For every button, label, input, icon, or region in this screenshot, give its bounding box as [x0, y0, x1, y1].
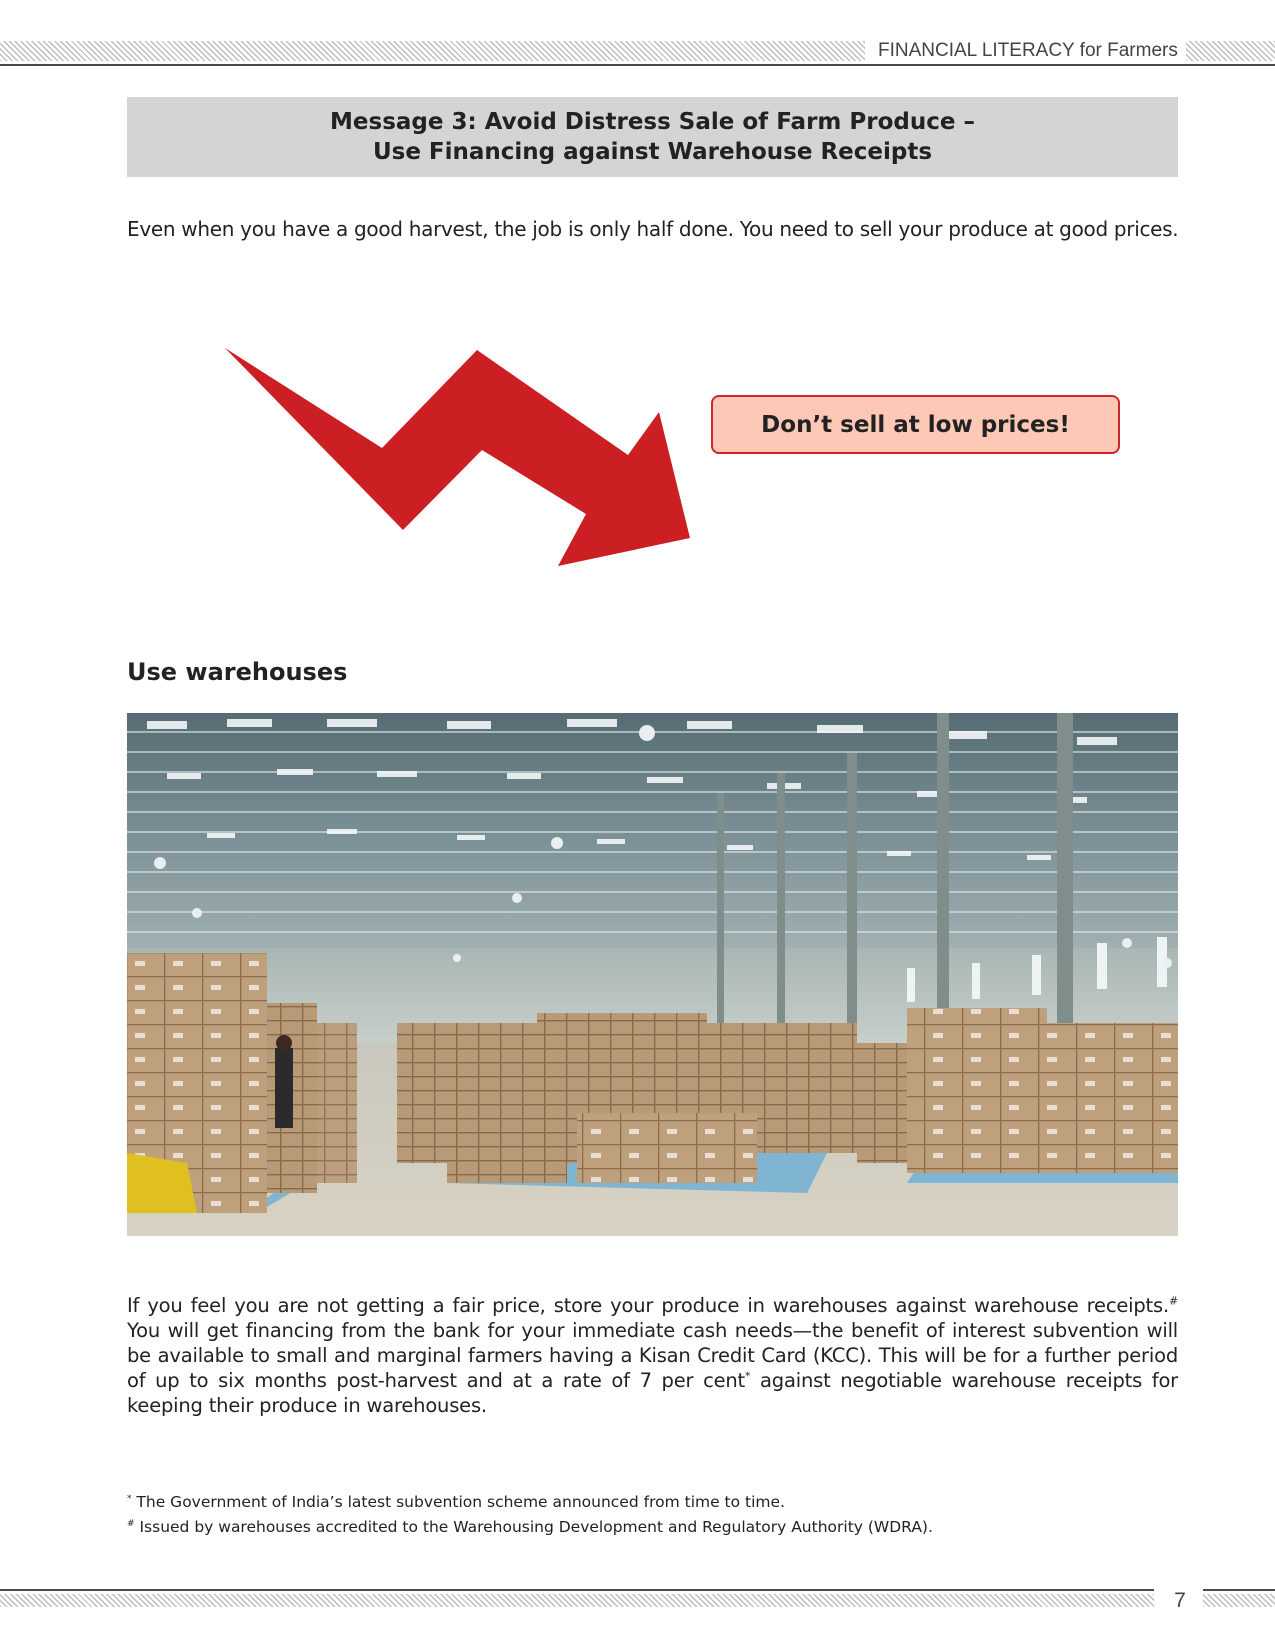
message-title-line-1: Message 3: Avoid Distress Sale of Farm Produce – [330, 109, 975, 135]
warehouse-photo [127, 713, 1178, 1236]
asterisk-footnote-mark: * [745, 1369, 751, 1383]
header-rule [0, 64, 1275, 66]
message-title-box [127, 97, 1178, 177]
footnote-text: Issued by warehouses accredited to the Warehousing Development and Regulatory Authority (WDRA). [134, 1518, 933, 1536]
footnote-hash [127, 1516, 1178, 1538]
section-heading: Use warehouses [127, 658, 348, 686]
paragraph-part-2: You will get financing from the bank for your immediate cash needs—the benefit of interest subvention will be available to small and marginal farmers having a Kisan Credit Card (KCC). This will be for a further period of up to six months post-harvest and at a rate of 7 per cent [127, 1319, 1178, 1392]
falling-arrow-icon [210, 340, 700, 570]
hash-footnote-mark: # [1168, 1294, 1178, 1308]
paragraph-part-1: If you feel you are not getting a fair price, store your produce in warehouses against warehouse receipts. [127, 1294, 1169, 1317]
footer-hatch-left [0, 1594, 1154, 1607]
header-hatch-right [1186, 41, 1275, 61]
intro-text: Even when you have a good harvest, the job is only half done. You need to sell your produce at good prices. [127, 217, 1179, 241]
message-title-line-2: Use Financing against Warehouse Receipts [372, 139, 933, 165]
page-number: 7 [1174, 1589, 1186, 1612]
footnote-mark: # [127, 1518, 135, 1529]
warehouse-receipt-paragraph [127, 1293, 1178, 1418]
footnote-mark: * [127, 1493, 132, 1504]
falling-arrow-shape [225, 348, 690, 566]
footnote-text: The Government of India’s latest subvention scheme announced from time to time. [131, 1493, 785, 1511]
price-warning-callout: Don’t sell at low prices! [711, 395, 1120, 454]
header-hatch-left [0, 41, 865, 61]
running-head: FINANCIAL LITERACY for Farmers [878, 40, 1178, 61]
footer-rule-right [1203, 1589, 1275, 1591]
footer-hatch-right [1203, 1594, 1275, 1607]
paragraph-part-3: against negotiable warehouse receipts for keeping their produce in warehouses. [127, 1369, 1178, 1417]
footer-rule-left [0, 1589, 1154, 1591]
footnote-asterisk [127, 1491, 1178, 1513]
